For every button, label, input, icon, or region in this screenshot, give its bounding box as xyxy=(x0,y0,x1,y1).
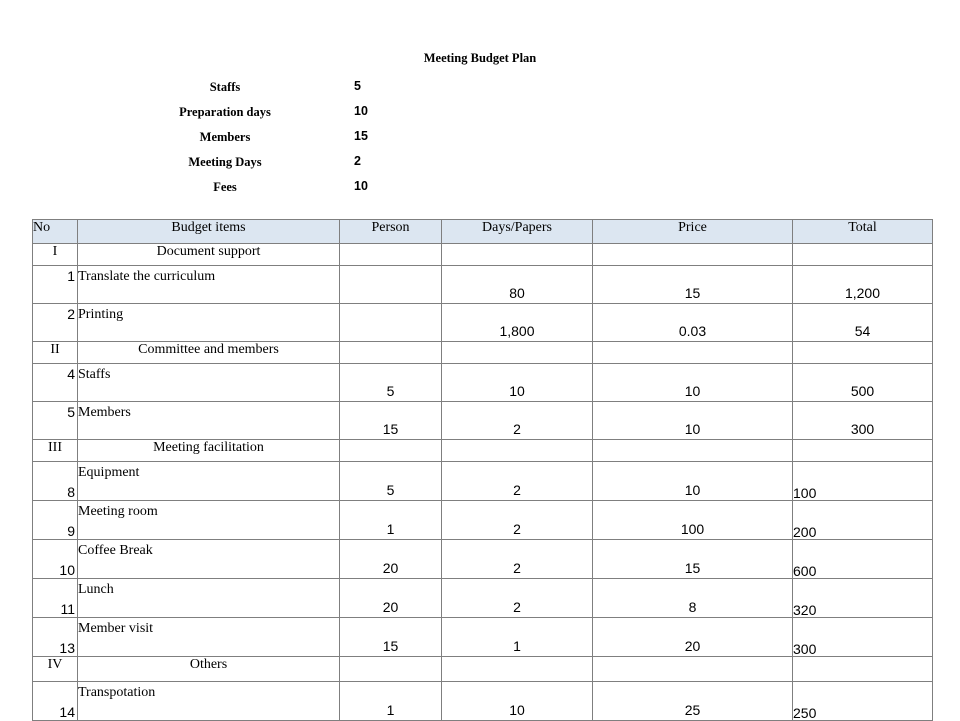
row-number: 8 xyxy=(67,484,75,500)
column-header: No xyxy=(33,220,78,244)
budget-item: Transpotation xyxy=(78,685,156,700)
section-row xyxy=(33,342,933,364)
budget-item: Translate the curriculum xyxy=(78,269,216,284)
person-value: 5 xyxy=(386,482,395,498)
person-value: 1 xyxy=(386,521,395,537)
row-number: 1 xyxy=(67,268,75,284)
budget-item: Lunch xyxy=(78,582,114,597)
days-value: 10 xyxy=(509,702,525,718)
budget-item: Member visit xyxy=(78,621,154,636)
section-number: III xyxy=(33,440,78,462)
section-row xyxy=(33,244,933,266)
summary-label: Staffs xyxy=(209,80,241,94)
total-value: 1,200 xyxy=(844,285,881,301)
total-value: 300 xyxy=(793,641,817,657)
section-number: IV xyxy=(33,657,78,682)
summary-label: Meeting Days xyxy=(188,155,262,169)
table-row xyxy=(33,682,933,721)
price-value: 15 xyxy=(684,560,701,576)
section-title: Document support xyxy=(78,244,340,266)
price-value: 0.03 xyxy=(678,323,707,339)
total-value: 250 xyxy=(793,705,817,721)
total-value: 300 xyxy=(850,421,875,437)
summary-value: 15 xyxy=(354,129,368,143)
budget-item: Staffs xyxy=(78,367,111,382)
table-row xyxy=(33,304,933,342)
summary-label: Members xyxy=(199,130,251,144)
days-value: 2 xyxy=(513,560,521,576)
column-header: Budget items xyxy=(78,220,340,244)
days-value: 2 xyxy=(513,521,521,537)
person-value: 15 xyxy=(382,638,399,654)
price-value: 25 xyxy=(684,702,701,718)
summary-label: Preparation days xyxy=(179,105,271,119)
table-row xyxy=(33,402,933,440)
section-title: Committee and members xyxy=(78,342,340,364)
person-value: 1 xyxy=(386,702,395,718)
row-number: 9 xyxy=(67,523,75,539)
budget-item: Equipment xyxy=(78,465,140,480)
person-value: 15 xyxy=(382,421,399,437)
days-value: 2 xyxy=(513,599,521,615)
table-header-row xyxy=(33,220,933,244)
table-row xyxy=(33,501,933,540)
days-value: 80 xyxy=(509,285,525,301)
days-value: 2 xyxy=(513,482,521,498)
price-value: 10 xyxy=(684,482,701,498)
total-value: 200 xyxy=(793,524,817,540)
budget-item: Meeting room xyxy=(78,504,158,519)
column-header: Total xyxy=(793,220,933,244)
table-row xyxy=(33,266,933,304)
budget-item: Members xyxy=(78,405,131,420)
row-number: 4 xyxy=(67,366,75,382)
summary-value: 10 xyxy=(354,179,368,193)
budget-item: Printing xyxy=(78,307,124,322)
price-value: 10 xyxy=(684,421,701,437)
price-value: 8 xyxy=(688,599,697,615)
column-header: Days/Papers xyxy=(442,220,593,244)
price-value: 100 xyxy=(680,521,705,537)
total-value: 100 xyxy=(793,485,817,501)
days-value: 10 xyxy=(509,383,525,399)
budget-table xyxy=(32,219,933,721)
table-row xyxy=(33,540,933,579)
section-title: Meeting facilitation xyxy=(78,440,340,462)
days-value: 2 xyxy=(513,421,521,437)
table-row xyxy=(33,579,933,618)
budget-item: Coffee Break xyxy=(78,543,153,558)
summary-value: 5 xyxy=(354,79,361,93)
price-value: 10 xyxy=(684,383,701,399)
table-row xyxy=(33,462,933,501)
document-title: Meeting Budget Plan xyxy=(423,51,537,65)
column-header: Price xyxy=(593,220,793,244)
column-header: Person xyxy=(340,220,442,244)
days-value: 1 xyxy=(513,638,521,654)
summary-value: 2 xyxy=(354,154,361,168)
section-row xyxy=(33,440,933,462)
total-value: 500 xyxy=(850,383,875,399)
section-number: II xyxy=(33,342,78,364)
person-value: 5 xyxy=(386,383,395,399)
price-value: 20 xyxy=(684,638,701,654)
total-value: 54 xyxy=(854,323,871,339)
section-row xyxy=(33,657,933,682)
table-row xyxy=(33,364,933,402)
total-value: 320 xyxy=(793,602,817,618)
row-number: 2 xyxy=(67,306,75,322)
row-number: 5 xyxy=(67,404,75,420)
person-value: 20 xyxy=(382,560,399,576)
price-value: 15 xyxy=(684,285,701,301)
section-number: I xyxy=(33,244,78,266)
person-value: 20 xyxy=(382,599,399,615)
row-number: 13 xyxy=(59,640,75,656)
row-number: 14 xyxy=(59,704,75,720)
table-row xyxy=(33,618,933,657)
row-number: 11 xyxy=(60,601,75,617)
summary-value: 10 xyxy=(354,104,368,118)
section-title: Others xyxy=(78,657,340,682)
total-value: 600 xyxy=(793,563,817,579)
summary-label: Fees xyxy=(213,180,237,194)
row-number: 10 xyxy=(59,562,75,578)
days-value: 1,800 xyxy=(499,323,535,339)
